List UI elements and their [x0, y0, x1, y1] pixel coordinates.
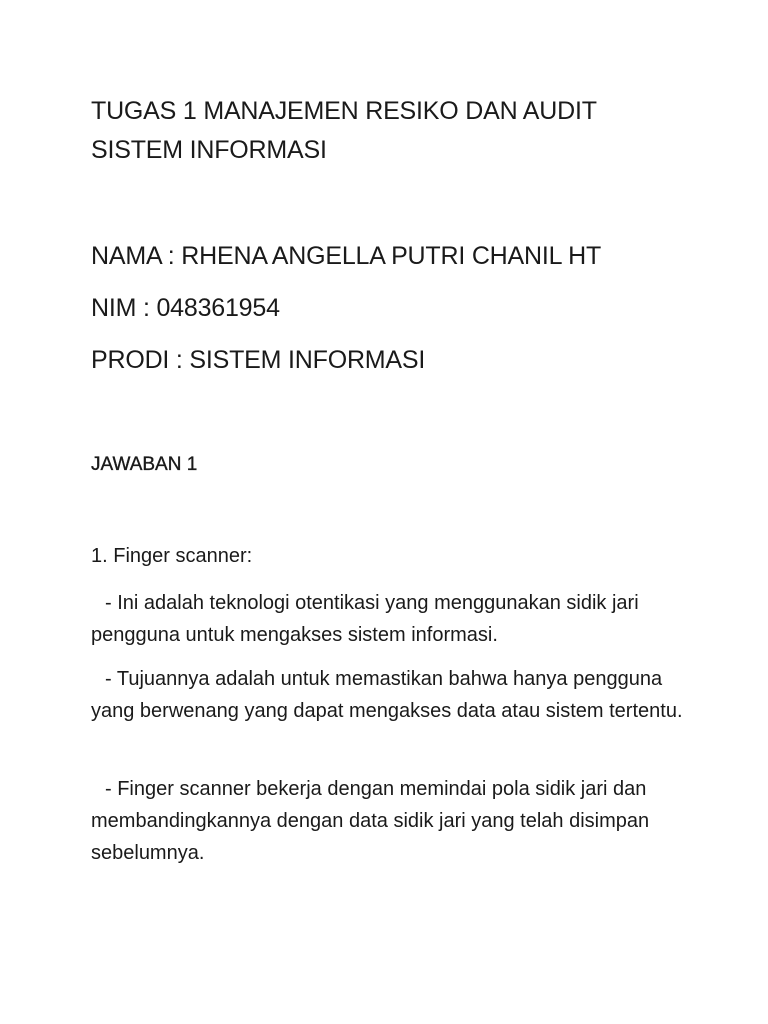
document-title: TUGAS 1 MANAJEMEN RESIKO DAN AUDIT SISTEM INFORMASI — [91, 97, 597, 164]
item-point: - Finger scanner bekerja dengan memindai pola sidik jari dan membandingkannya dengan data sidik jari yang telah disimpan sebelumnya. — [91, 778, 650, 864]
study-program: PRODI : SISTEM INFORMASI — [91, 346, 426, 374]
student-name: NAMA : RHENA ANGELLA PUTRI CHANIL HT — [91, 242, 602, 270]
answer-heading: JAWABAN 1 — [91, 454, 198, 475]
item-title: 1. Finger scanner: — [91, 545, 253, 567]
item-point: - Ini adalah teknologi otentikasi yang menggunakan sidik jari pengguna untuk mengakses sistem informasi. — [91, 592, 639, 646]
item-point: - Tujuannya adalah untuk memastikan bahwa hanya pengguna yang berwenang yang dapat mengakses data atau sistem tertentu. — [91, 668, 683, 722]
student-id: NIM : 048361954 — [91, 294, 280, 322]
